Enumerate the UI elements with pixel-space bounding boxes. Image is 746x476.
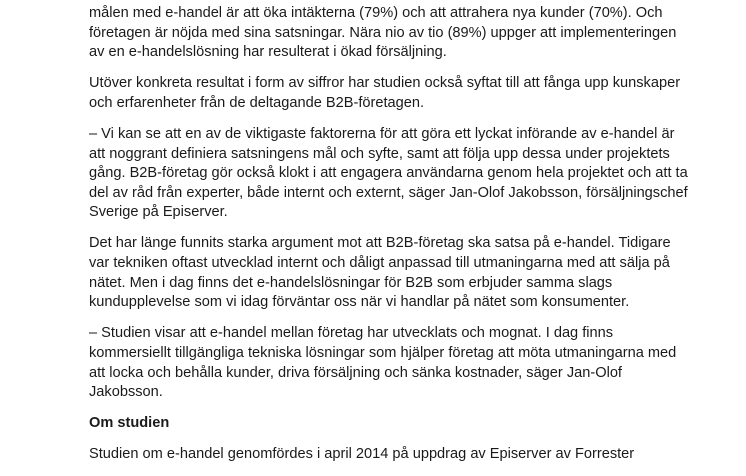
text-line: kommersiellt tillgängliga tekniska lösningar som hjälper företag att möta utmaningarna med xyxy=(89,344,677,361)
text-line: Studien om e-handel genomfördes i april 2014 på uppdrag av Episerver av Forrester xyxy=(89,446,635,463)
document-body xyxy=(89,0,688,476)
text-line: Jakobsson. xyxy=(89,384,163,401)
text-line: gång. B2B-företag gör också klokt i att engagera användarna genom hela projektet och att ta xyxy=(89,165,688,182)
paragraph xyxy=(89,74,679,113)
text-line: Utöver konkreta resultat i form av siffror har studien också syftat till att fånga upp kunskaper xyxy=(89,75,681,92)
text-line: av en e-handelslösning har resulterat i ökad försäljning. xyxy=(89,44,447,61)
text-line: var tekniken oftast utvecklad internt och dåligt anpassad till utmaningarna med att sälja på xyxy=(89,255,670,272)
text-line: att noggrant definiera satsningens mål och syfte, samt att följa upp dessa under projektets xyxy=(89,145,670,162)
text-line: nätet. Men i dag finns det e-handelslösningar för B2B som erbjuder samma slags xyxy=(89,274,613,291)
quote-paragraph xyxy=(89,324,679,402)
quote-paragraph xyxy=(89,125,688,223)
text-line: – Studien visar att e-handel mellan företag har utvecklats och mognat. I dag finns xyxy=(89,325,614,342)
text-line: och erfarenheter från de deltagande B2B-företagen. xyxy=(89,94,425,111)
text-line: företagen är nöjda med sina satsningar. Nära nio av tio (89%) uppger att implementeringen xyxy=(89,24,677,41)
paragraph xyxy=(89,234,679,312)
text-line: – Vi kan se att en av de viktigaste faktorerna för att göra ett lyckat införande av e-handel är xyxy=(89,125,675,142)
text-line: Det har länge funnits starka argument mot att B2B-företag ska satsa på e-handel. Tidigare xyxy=(89,235,671,252)
section-heading: Om studien xyxy=(89,415,170,432)
text-line: att locka och behålla kunder, driva försäljning och sänka kostnader, säger Jan-Olof xyxy=(89,364,622,381)
text-line: Sverige på Episerver. xyxy=(89,204,228,221)
text-line: målen med e-handel är att öka intäkterna (79%) och att attrahera nya kunder (70%). Och xyxy=(89,5,663,21)
paragraph xyxy=(89,445,679,465)
paragraph xyxy=(89,4,679,63)
text-line: kundupplevelse som vi idag förväntar oss när vi handlar på nätet som konsumenter. xyxy=(89,294,630,311)
text-line: del av råd från experter, både internt och externt, säger Jan-Olof Jakobsson, försäljningschef xyxy=(89,184,688,201)
